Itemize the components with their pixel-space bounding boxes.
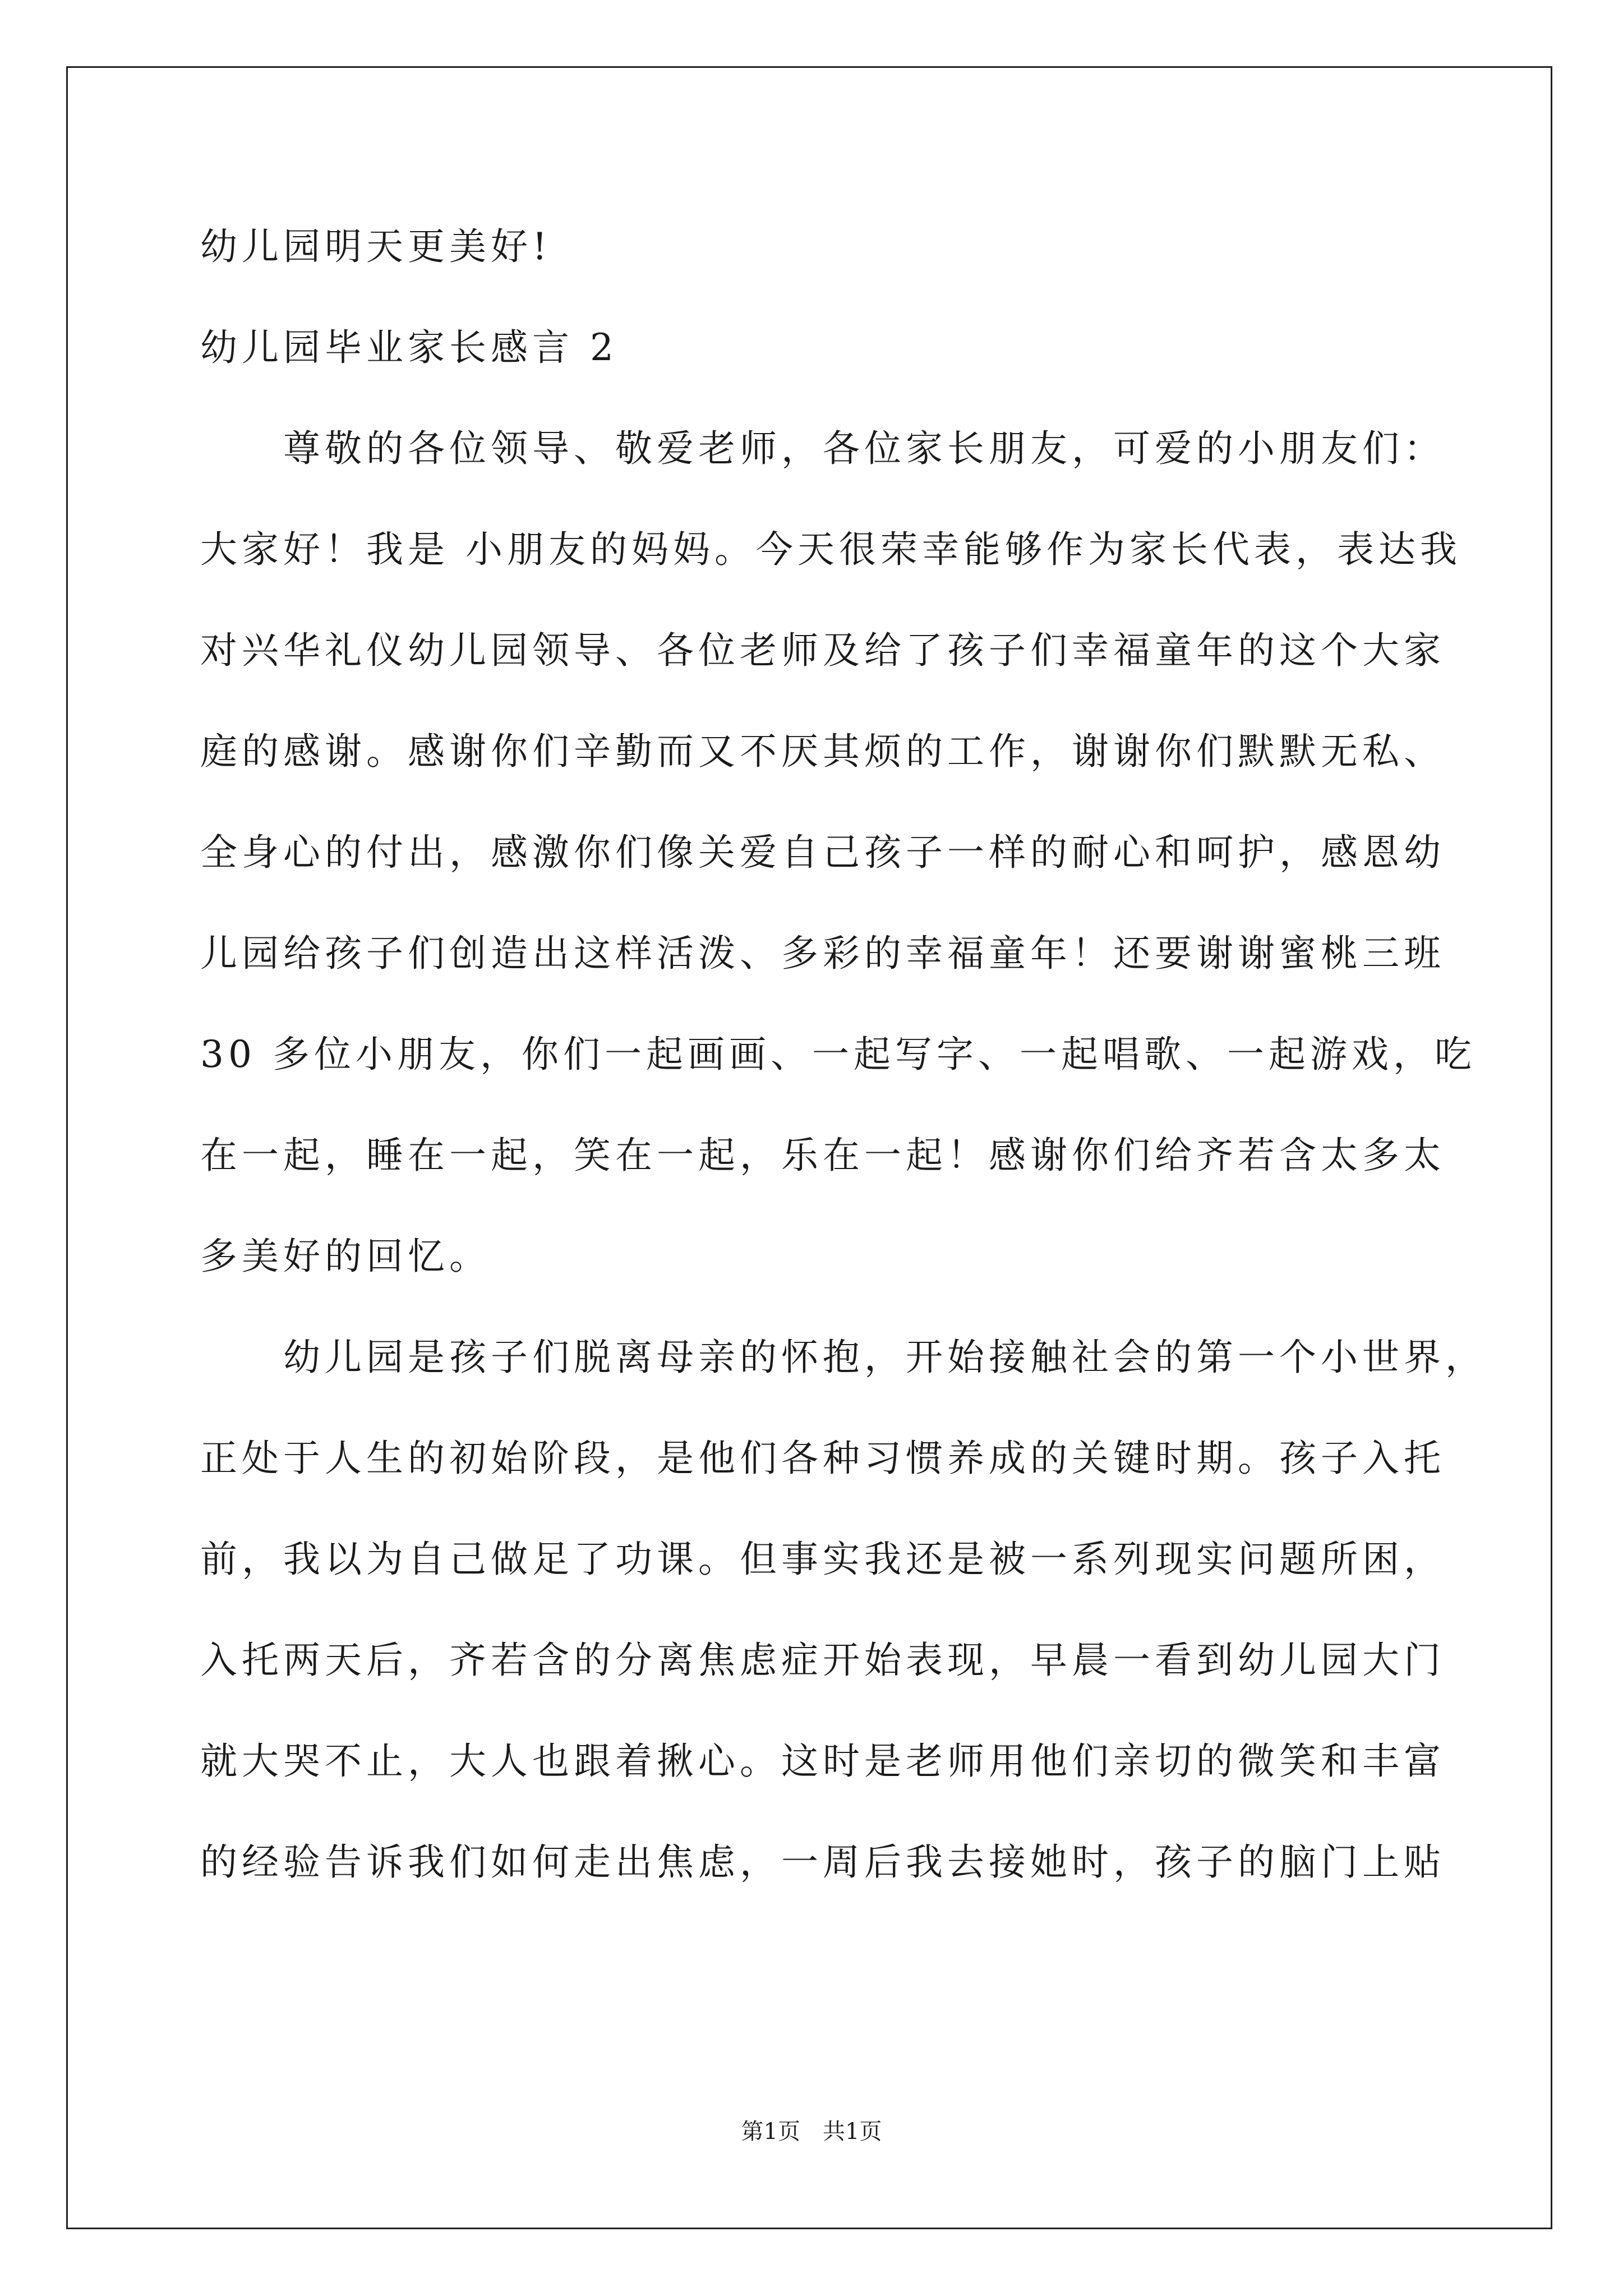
section-heading: 幼儿园毕业家长感言 2 [200, 326, 618, 369]
paragraph-line: 正处于人生的初始阶段，是他们各种习惯养成的关键时期。孩子入托 [200, 1437, 1445, 1480]
paragraph-line: 大家好！我是 小朋友的妈妈。今天很荣幸能够作为家长代表，表达我 [200, 528, 1461, 571]
paragraph-line: 尊敬的各位领导、敬爱老师，各位家长朋友，可爱的小朋友们： [200, 427, 1445, 470]
document-body [200, 208, 1487, 1924]
paragraph-line: 入托两天后，齐若含的分离焦虑症开始表现，早晨一看到幼儿园大门 [200, 1639, 1445, 1682]
paragraph-line: 全身心的付出，感激你们像关爱自己孩子一样的耐心和呵护，感恩幼 [200, 831, 1445, 874]
paragraph-line: 的经验告诉我们如何走出焦虑，一周后我去接她时，孩子的脑门上贴 [200, 1841, 1445, 1884]
paragraph-line: 就大哭不止，大人也跟着揪心。这时是老师用他们亲切的微笑和丰富 [200, 1740, 1445, 1783]
paragraph-line: 对兴华礼仪幼儿园领导、各位老师及给了孩子们幸福童年的这个大家 [200, 629, 1445, 672]
paragraph-line: 30 多位小朋友，你们一起画画、一起写字、一起唱歌、一起游戏，吃 [200, 1033, 1476, 1076]
text-line: 幼儿园明天更美好! [200, 225, 552, 268]
paragraph-line: 前，我以为自己做足了功课。但事实我还是被一系列现实问题所困， [200, 1538, 1445, 1581]
paragraph-line: 儿园给孩子们创造出这样活泼、多彩的幸福童年！还要谢谢蜜桃三班 [200, 932, 1445, 975]
page-footer: 第1页 共1页 [741, 2119, 882, 2145]
paragraph-line: 幼儿园是孩子们脱离母亲的怀抱，开始接触社会的第一个小世界， [200, 1336, 1487, 1379]
paragraph-line: 在一起，睡在一起，笑在一起，乐在一起！感谢你们给齐若含太多太 [200, 1134, 1445, 1177]
paragraph-line: 多美好的回忆。 [200, 1235, 491, 1278]
paragraph-line: 庭的感谢。感谢你们辛勤而又不厌其烦的工作，谢谢你们默默无私、 [200, 730, 1445, 773]
